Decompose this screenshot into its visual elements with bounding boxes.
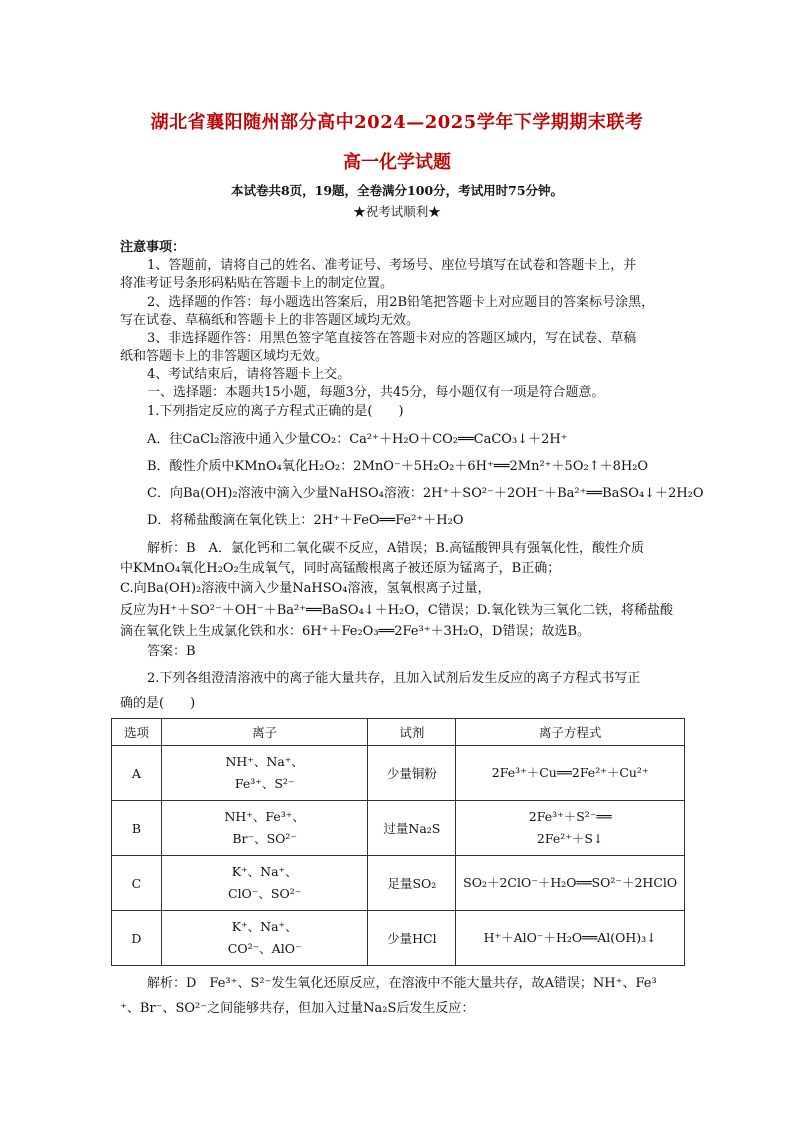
ions-line-1: K⁺、Na⁺、 bbox=[231, 919, 298, 934]
header-equation: 离子方程式 bbox=[456, 719, 685, 746]
equation-line-1: SO₂＋2ClO⁻＋H₂O══SO²⁻＋2HClO bbox=[463, 875, 678, 890]
ions-line-1: NH⁺、Na⁺、 bbox=[225, 754, 304, 769]
table-row bbox=[112, 801, 685, 856]
header-ions: 离子 bbox=[161, 719, 368, 746]
table-row bbox=[112, 911, 685, 966]
ions-cell bbox=[161, 856, 368, 911]
table-row bbox=[112, 746, 685, 801]
ions-cell bbox=[161, 801, 368, 856]
header-option: 选项 bbox=[112, 719, 162, 746]
equation-line-1: 2Fe³⁺＋S²⁻══ bbox=[528, 809, 612, 824]
reagent-cell: 过量Na₂S bbox=[368, 801, 456, 856]
note-3b: 纸和答题卡上的非答题区域均无效。 bbox=[120, 349, 329, 364]
equation-cell bbox=[456, 746, 685, 801]
equation-cell bbox=[456, 856, 685, 911]
q2-explanation-1: 解析：D Fe³⁺、S²⁻发生氧化还原反应，在溶液中不能大量共存，故A错误；NH⁺、Fe³ bbox=[147, 976, 657, 991]
note-4: 4、考试结束后，请将答题卡上交。 bbox=[147, 367, 351, 382]
ions-line-2: CO²⁻、AlO⁻ bbox=[227, 941, 302, 956]
ions-line-1: NH⁺、Fe³⁺、 bbox=[224, 809, 305, 824]
table-header-row bbox=[112, 719, 685, 746]
equation-cell bbox=[456, 911, 685, 966]
ions-line-2: ClO⁻、SO²⁻ bbox=[228, 886, 302, 901]
q1-option-b: B．酸性介质中KMnO₄氧化H₂O₂：2MnO⁻＋5H₂O₂＋6H⁺══2Mn²⁺＋5O₂↑＋8H₂O bbox=[147, 459, 649, 474]
exam-info: 本试卷共8页，19题，全卷满分100分，考试用时75分钟。 bbox=[230, 183, 564, 198]
option-cell: A bbox=[112, 746, 162, 801]
q1-explanation-1: 解析：B A．氯化钙和二氧化碳不反应，A错误；B.高锰酸钾具有强氧化性，酸性介质 bbox=[147, 541, 645, 556]
q1-answer: 答案：B bbox=[147, 644, 196, 659]
q1-option-a: A．往CaCl₂溶液中通入少量CO₂：Ca²⁺＋H₂O＋CO₂══CaCO₃↓＋2H⁺ bbox=[147, 432, 568, 447]
q2-explanation-2: ⁺、Br⁻、SO²⁻之间能够共存，但加入过量Na₂S后发生反应： bbox=[120, 1001, 475, 1016]
q2-stem-2: 确的是( ) bbox=[120, 696, 196, 711]
exam-wish: ★祝考试顺利★ bbox=[353, 204, 441, 219]
equation-line-1: H⁺＋AlO⁻＋H₂O══Al(OH)₃↓ bbox=[483, 930, 657, 945]
reagent-cell: 少量铜粉 bbox=[368, 746, 456, 801]
subject-title: 高一化学试题 bbox=[343, 152, 451, 173]
reagent-cell: 足量SO₂ bbox=[368, 856, 456, 911]
q2-options-table bbox=[111, 718, 685, 966]
q1-explanation-2: 中KMnO₄氧化H₂O₂生成氧气，同时高锰酸根离子被还原为锰离子，B正确； bbox=[120, 561, 561, 576]
q1-explanation-4: 反应为H⁺＋SO²⁻＋OH⁻＋Ba²⁺══BaSO₄↓＋H₂O，C错误；D.氧化铁为三氧化二铁，将稀盐酸 bbox=[120, 603, 673, 618]
q1-explanation-3: C.向Ba(OH)₂溶液中滴入少量NaHSO₄溶液，氢氧根离子过量， bbox=[120, 581, 491, 596]
ions-cell bbox=[161, 746, 368, 801]
q1-stem: 1.下列指定反应的离子方程式正确的是( ) bbox=[147, 404, 404, 419]
q1-option-d: D．将稀盐酸滴在氧化铁上：2H⁺＋FeO══Fe²⁺＋H₂O bbox=[147, 513, 464, 528]
note-1a: 1、答题前，请将自己的姓名、准考证号、考场号、座位号填写在试卷和答题卡上，并 bbox=[147, 258, 637, 273]
q1-explanation-5: 滴在氧化铁上生成氯化铁和水：6H⁺＋Fe₂O₃══2Fe³⁺＋3H₂O，D错误；故选B。 bbox=[120, 624, 591, 639]
equation-line-2: 2Fe²⁺＋S↓ bbox=[536, 831, 604, 846]
option-cell: B bbox=[112, 801, 162, 856]
table-row bbox=[112, 856, 685, 911]
equation-line-1: 2Fe³⁺＋Cu══2Fe²⁺＋Cu²⁺ bbox=[491, 765, 649, 780]
ions-cell bbox=[161, 911, 368, 966]
note-2b: 写在试卷、草稿纸和答题卡上的非答题区域均无效。 bbox=[120, 313, 420, 328]
ions-line-1: K⁺、Na⁺、 bbox=[231, 864, 298, 879]
option-cell: D bbox=[112, 911, 162, 966]
q1-option-c: C．向Ba(OH)₂溶液中滴入少量NaHSO₄溶液：2H⁺＋SO²⁻＋2OH⁻＋Ba²⁺══BaSO₄↓＋2H₂O bbox=[147, 486, 704, 501]
note-2a: 2、选择题的作答：每小题选出答案后，用2B铅笔把答题卡上对应题目的答案标号涂黑， bbox=[147, 295, 655, 310]
header-reagent: 试剂 bbox=[368, 719, 456, 746]
option-cell: C bbox=[112, 856, 162, 911]
note-1b: 将准考证号条形码粘贴在答题卡上的制定位置。 bbox=[120, 276, 394, 291]
ions-line-2: Br⁻、SO²⁻ bbox=[232, 831, 298, 846]
section-1-heading: 一、选择题：本题共15小题，每题3分，共45分，每小题仅有一项是符合题意。 bbox=[147, 385, 605, 400]
exam-title: 湖北省襄阳随州部分高中2024—2025学年下学期期末联考 bbox=[150, 112, 644, 133]
reagent-cell: 少量HCl bbox=[368, 911, 456, 966]
notes-heading: 注意事项： bbox=[120, 240, 186, 255]
note-3a: 3、非选择题作答：用黑色签字笔直接答在答题卡对应的答题区域内，写在试卷、草稿 bbox=[147, 331, 637, 346]
ions-line-2: Fe³⁺、S²⁻ bbox=[234, 776, 295, 791]
q2-stem-1: 2.下列各组澄清溶液中的离子能大量共存，且加入试剂后发生反应的离子方程式书写正 bbox=[147, 671, 641, 686]
equation-cell bbox=[456, 801, 685, 856]
